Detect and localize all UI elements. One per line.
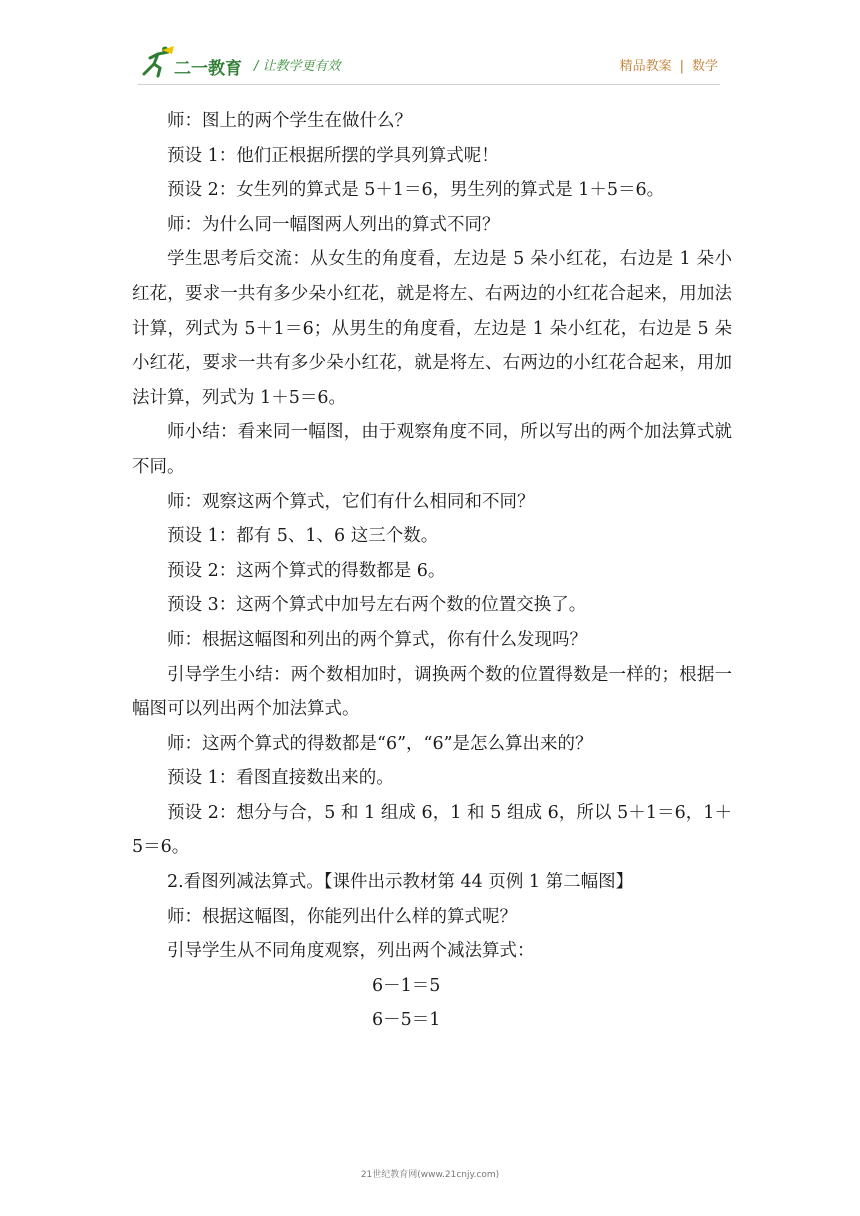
logo-text: 二一教育 bbox=[174, 59, 242, 79]
equation: 6－5＝1 bbox=[372, 1010, 441, 1031]
tag-category: 精品教案 bbox=[619, 59, 672, 74]
paragraph: 师小结：看来同一幅图，由于观察角度不同，所以写出的两个加法算式就不同。 bbox=[132, 422, 732, 477]
paragraph: 预设 1：看图直接数出来的。 bbox=[167, 768, 394, 789]
paragraph: 预设 2：这两个算式的得数都是 6。 bbox=[167, 560, 446, 581]
paragraph: 学生思考后交流：从女生的角度看，左边是 5 朵小红花，右边是 1 朵小红花，要求一共有多少朵小红花，就是将左、右两边的小红花合起来，用加法计算，列式为 5＋1＝6；从男生的角度看，左边是 1 朵小红花，右边是 5 朵小红花，要求一共有多少朵小红花，就是将左、右两边的小红花合起来，用加法计算，列式为 1＋5＝6。 bbox=[132, 249, 732, 408]
page-header bbox=[0, 0, 860, 100]
paragraph: 预设 1：都有 5、1、6 这三个数。 bbox=[167, 526, 439, 547]
document-body bbox=[132, 104, 732, 1038]
paragraph: 师：为什么同一幅图两人列出的算式不同？ bbox=[167, 214, 500, 235]
paragraph: 师：根据这幅图，你能列出什么样的算式呢？ bbox=[167, 906, 517, 927]
paragraph: 预设 3：这两个算式中加号左右两个数的位置交换了。 bbox=[167, 595, 587, 616]
paragraph: 师：观察这两个算式，它们有什么相同和不同？ bbox=[167, 491, 535, 512]
tag-subject: 数学 bbox=[691, 59, 718, 74]
brand-logo[interactable] bbox=[138, 46, 248, 84]
section-heading: 2.看图列减法算式。【课件出示教材第 44 页例 1 第二幅图】 bbox=[167, 872, 634, 893]
paragraph: 预设 2：女生列的算式是 5＋1＝6，男生列的算式是 1＋5＝6。 bbox=[167, 180, 665, 201]
equation: 6－1＝5 bbox=[372, 975, 441, 996]
paragraph: 预设 2：想分与合，5 和 1 组成 6，1 和 5 组成 6，所以 5＋1＝6，1＋5＝6。 bbox=[132, 802, 732, 858]
paragraph: 引导学生小结：两个数相加时，调换两个数的位置得数是一样的；根据一幅图可以列出两个加法算式。 bbox=[132, 664, 732, 720]
paragraph: 师：图上的两个学生在做什么？ bbox=[167, 111, 412, 131]
page-footer[interactable]: 21世纪教育网(www.21cnjy.com) bbox=[360, 1170, 500, 1180]
running-figure-icon bbox=[138, 46, 176, 80]
header-divider bbox=[138, 84, 720, 85]
slogan: / 让教学更有效 bbox=[254, 59, 341, 74]
paragraph: 师：根据这幅图和列出的两个算式，你有什么发现吗？ bbox=[167, 629, 587, 650]
header-tags bbox=[620, 55, 718, 74]
tag-separator: | bbox=[679, 59, 684, 74]
paragraph: 师：这两个算式的得数都是“6”，“6”是怎么算出来的？ bbox=[167, 733, 593, 754]
paragraph: 预设 1：他们正根据所摆的学具列算式呢！ bbox=[167, 145, 499, 166]
paragraph: 引导学生从不同角度观察，列出两个减法算式： bbox=[167, 941, 535, 962]
